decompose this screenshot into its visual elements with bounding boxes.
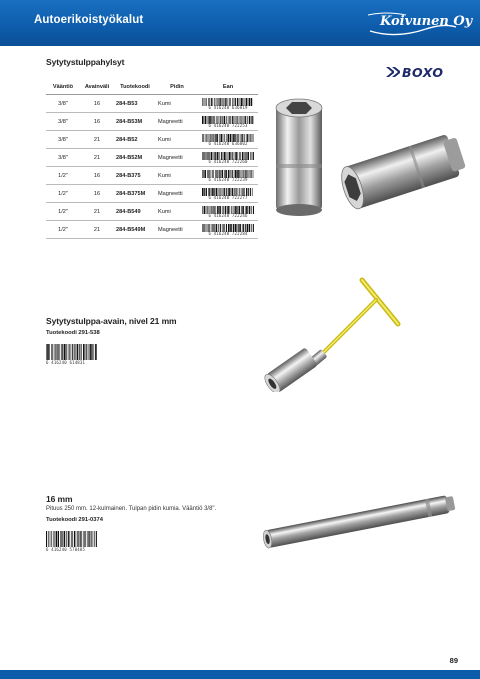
drive-cell: 3/8" — [46, 131, 80, 149]
code-cell: 284-B375 — [114, 167, 156, 185]
drive-cell: 3/8" — [46, 149, 80, 167]
size-cell: 16 — [80, 185, 114, 203]
spark-plug-sockets-image — [268, 96, 468, 261]
ean-number: 6 416240 722253 — [208, 122, 248, 128]
code-cell: 284-B549M — [114, 221, 156, 239]
koivunen-logo — [366, 9, 473, 37]
col-header: Avainväli — [80, 80, 114, 95]
table-row — [46, 203, 258, 221]
ean-number: 6 416240 722246 — [208, 212, 248, 218]
size-cell: 21 — [80, 203, 114, 221]
table-row — [46, 95, 258, 113]
logo-text: Koivunen Oy — [380, 14, 473, 29]
ean-cell — [198, 203, 258, 221]
col-header: Vääntiö — [46, 80, 80, 95]
ean-cell — [198, 167, 258, 185]
holder-cell: Magneetti — [156, 149, 198, 167]
boxo-logo-text: BOXO — [402, 65, 444, 80]
holder-cell: Kumi — [156, 95, 198, 113]
code-cell: 284-B53M — [114, 113, 156, 131]
drive-cell: 3/8" — [46, 113, 80, 131]
long-socket-image — [258, 492, 464, 557]
ean-cell — [198, 149, 258, 167]
ean-number: 6 416240 722284 — [208, 230, 248, 236]
table-row — [46, 113, 258, 131]
ean-cell — [198, 131, 258, 149]
drive-cell: 1/2" — [46, 203, 80, 221]
section2-title: Sytytystulppa-avain, nivel 21 mm — [46, 316, 177, 326]
ean-number: 6 416240 722277 — [208, 194, 248, 200]
section3-barcode — [46, 530, 98, 552]
holder-cell: Kumi — [156, 203, 198, 221]
section3-title: 16 mm — [46, 494, 73, 504]
ean-number: 6 416240 614831 — [46, 360, 86, 365]
code-cell: 284-B549 — [114, 203, 156, 221]
section3-description: Pituus 250 mm. 12-kulmainen. Tulpan pidin kumia. Vääntiö 3/8". — [46, 506, 217, 512]
table-row — [46, 167, 258, 185]
table-header-row — [46, 80, 258, 95]
table-row — [46, 185, 258, 203]
size-cell: 16 — [80, 167, 114, 185]
code-cell: 284-B375M — [114, 185, 156, 203]
drive-cell: 1/2" — [46, 185, 80, 203]
drive-cell: 1/2" — [46, 221, 80, 239]
socket-spec-table — [46, 80, 258, 239]
ean-number: 6 416240 722260 — [208, 158, 248, 164]
ean-cell — [198, 95, 258, 113]
drive-cell: 1/2" — [46, 167, 80, 185]
holder-cell: Magneetti — [156, 113, 198, 131]
col-header: Ean — [198, 80, 258, 95]
section3-product-code: Tuotekoodi 291-0374 — [46, 517, 103, 523]
drive-cell: 3/8" — [46, 95, 80, 113]
code-cell: 284-B52M — [114, 149, 156, 167]
ean-cell — [198, 185, 258, 203]
holder-cell: Kumi — [156, 167, 198, 185]
holder-cell: Kumi — [156, 131, 198, 149]
ean-cell — [198, 113, 258, 131]
ean-number: 6 416240 636819 — [208, 104, 248, 110]
page-footer-bar — [0, 670, 480, 679]
table-row — [46, 149, 258, 167]
barcode-icon — [46, 531, 98, 547]
size-cell: 21 — [80, 149, 114, 167]
holder-cell: Magneetti — [156, 221, 198, 239]
barcode-icon — [46, 344, 98, 360]
boxo-logo — [384, 64, 458, 80]
size-cell: 21 — [80, 131, 114, 149]
ean-cell — [198, 221, 258, 239]
section1-title: Sytytystulppahylsyt — [46, 57, 125, 67]
section2-product-code: Tuotekoodi 291-538 — [46, 330, 100, 336]
holder-cell: Magneetti — [156, 185, 198, 203]
size-cell: 16 — [80, 95, 114, 113]
header-title: Autoerikoistyökalut — [34, 14, 144, 26]
code-cell: 284-B52 — [114, 131, 156, 149]
size-cell: 21 — [80, 221, 114, 239]
code-cell: 284-B53 — [114, 95, 156, 113]
size-cell: 16 — [80, 113, 114, 131]
page-number: 89 — [449, 656, 458, 665]
ean-number: 6 416240 722239 — [208, 176, 248, 182]
table-row — [46, 221, 258, 239]
section2-barcode — [46, 343, 98, 365]
ean-number: 6 416240 578485 — [46, 547, 86, 552]
col-header: Tuotekoodi — [114, 80, 156, 95]
table-row — [46, 131, 258, 149]
page-header — [0, 0, 480, 46]
col-header: Pidin — [156, 80, 198, 95]
t-handle-wrench-image — [262, 272, 402, 397]
ean-number: 6 416240 636802 — [208, 140, 248, 146]
